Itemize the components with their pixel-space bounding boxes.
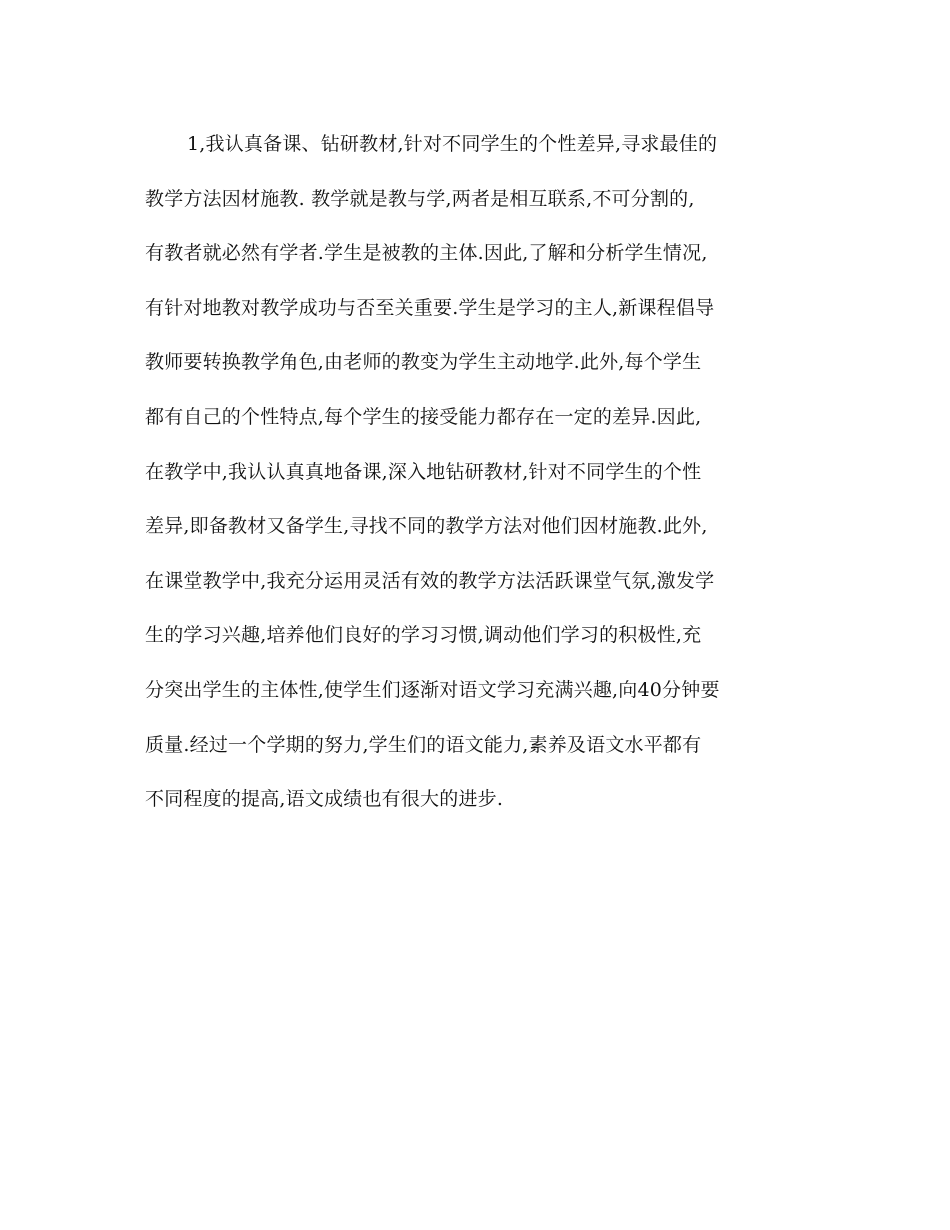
paragraph-line: 在课堂教学中,我充分运用灵活有效的教学方法活跃课堂气氛,激发学 (145, 569, 715, 592)
paragraph-line: 不同程度的提高,语文成绩也有很大的进步. (145, 788, 504, 811)
paragraph-line: 1,我认真备课、钻研教材,针对不同学生的个性差异,寻求最佳的 (187, 133, 718, 155)
paragraph-line: 质量.经过一个学期的努力,学生们的语文能力,素养及语文水平都有 (145, 733, 702, 756)
paragraph-line: 有针对地教对教学成功与否至关重要.学生是学习的主人,新课程倡导 (145, 296, 715, 319)
paragraph-line: 差异,即备教材又备学生,寻找不同的教学方法对他们因材施教.此外, (145, 515, 708, 538)
body-paragraph (145, 123, 825, 833)
paragraph-line: 在教学中,我认认真真地备课,深入地钻研教材,针对不同学生的个性 (145, 460, 702, 483)
paragraph-line: 教师要转换教学角色,由老师的教变为学生主动地学.此外,每个学生 (145, 351, 702, 374)
paragraph-line: 分突出学生的主体性,使学生们逐渐对语文学习充满兴趣,向40分钟要 (145, 678, 720, 701)
paragraph-line: 都有自己的个性特点,每个学生的接受能力都存在一定的差异.因此, (145, 405, 702, 428)
paragraph-line: 有教者就必然有学者.学生是被教的主体.因此,了解和分析学生情况, (145, 242, 708, 265)
paragraph-line: 教学方法因材施教. 教学就是教与学,两者是相互联系,不可分割的, (145, 187, 695, 210)
paragraph-line: 生的学习兴趣,培养他们良好的学习习惯,调动他们学习的积极性,充 (145, 624, 702, 647)
